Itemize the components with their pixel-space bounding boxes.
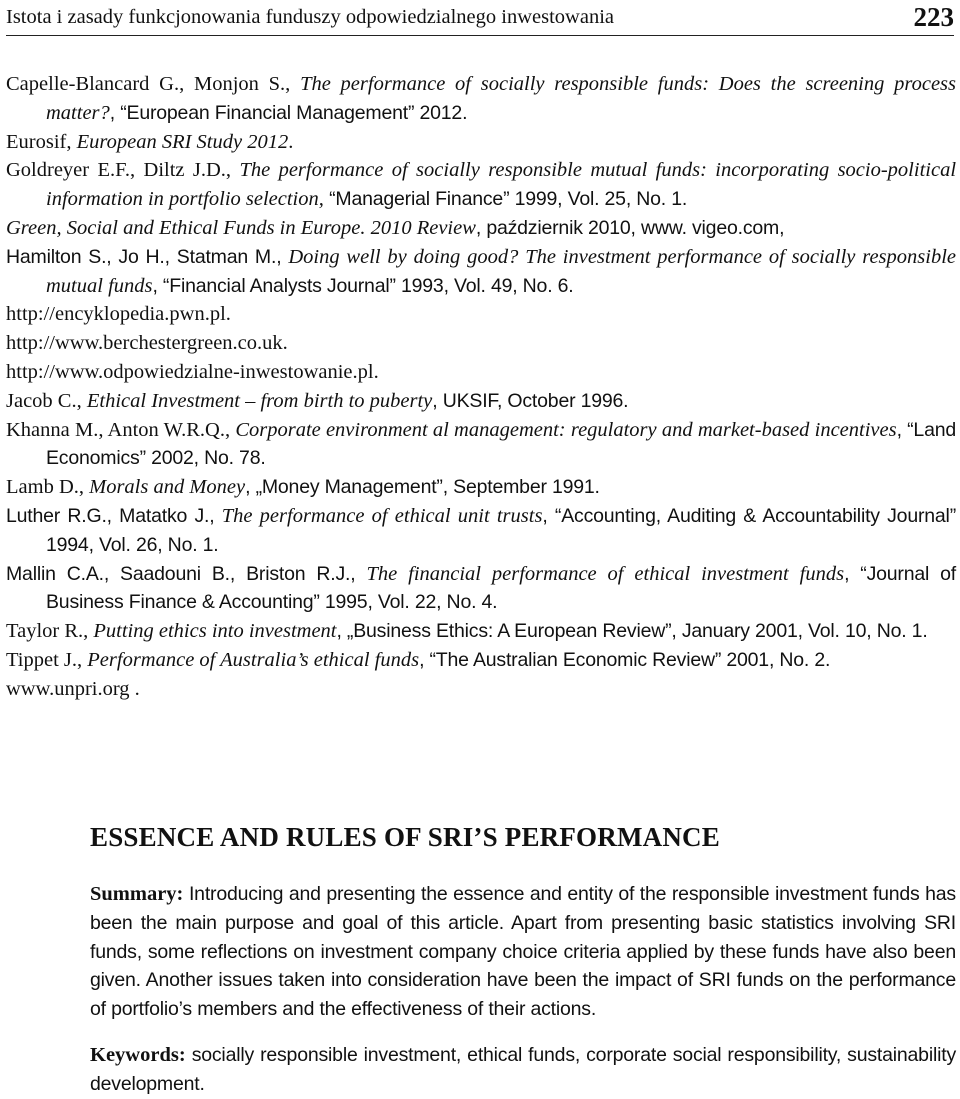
keywords-text: socially responsible investment, ethical funds, corporate social responsibility, sustainability development. bbox=[90, 1044, 956, 1095]
reference-item: Eurosif, European SRI Study 2012. bbox=[6, 130, 294, 153]
reference-item: http://encyklopedia.pwn.pl. bbox=[6, 303, 231, 326]
reference-item: Luther R.G., Matatko J., The performance of ethical unit trusts, “Accounting, Auditing & Accountability Journal” 1994, Vol. 26, No. 1. bbox=[6, 504, 956, 556]
running-header bbox=[6, 2, 954, 38]
reference-item: Hamilton S., Jo H., Statman M., Doing well by doing good? The investment performance of socially responsible mutual funds, “Financial Analysts Journal” 1993, Vol. 49, No. 6. bbox=[6, 245, 956, 297]
reference-item: Taylor R., Putting ethics into investment, „Business Ethics: A European Review”, January 2001, Vol. 10, No. 1. bbox=[6, 620, 928, 643]
keywords-paragraph bbox=[90, 1041, 956, 1099]
header-rule bbox=[6, 35, 954, 36]
reference-item: Goldreyer E.F., Diltz J.D., The performance of socially responsible mutual funds: incorporating socio-political information in portfolio selection, “Managerial Finance” 1999, Vol. 25, No. 1. bbox=[6, 159, 957, 211]
reference-item: Tippet J., Performance of Australia’s ethical funds, “The Australian Economic Review” 2001, No. 2. bbox=[6, 648, 831, 671]
reference-item: Khanna M., Anton W.R.Q., Corporate environment al management: regulatory and market-based incentives, “Land Economics” 2002, No. 78. bbox=[6, 418, 956, 470]
reference-item: Capelle-Blancard G., Monjon S., The performance of socially responsible funds: Does the screening process matter?, “European Financial Management” 2012. bbox=[6, 73, 956, 124]
reference-list bbox=[6, 70, 956, 704]
summary-paragraph bbox=[90, 880, 956, 1024]
reference-item: http://www.berchestergreen.co.uk. bbox=[6, 332, 288, 355]
reference-item: www.unpri.org . bbox=[6, 677, 140, 700]
running-title: Istota i zasady funkcjonowania funduszy odpowiedzialnego inwestowania bbox=[6, 6, 614, 28]
reference-item: Mallin C.A., Saadouni B., Briston R.J., The financial performance of ethical investment funds, “Journal of Business Finance & Accounting” 1995, Vol. 22, No. 4. bbox=[6, 562, 956, 614]
reference-item: Jacob C., Ethical Investment – from birth to puberty, UKSIF, October 1996. bbox=[6, 389, 629, 412]
reference-item: Lamb D., Morals and Money, „Money Management”, September 1991. bbox=[6, 476, 600, 499]
page-number: 223 bbox=[913, 2, 954, 32]
section-title: ESSENCE AND RULES OF SRI’S PERFORMANCE bbox=[90, 822, 720, 852]
reference-item: http://www.odpowiedzialne-inwestowanie.pl. bbox=[6, 360, 379, 383]
summary-text: Introducing and presenting the essence and entity of the responsible investment funds has been the main purpose and goal of this article. Apart from presenting basic statistics involving SRI funds, some reflections on investment company choice criteria applied by these funds have also been given. Another issues taken into consideration have been the impact of SRI funds on the performance of portfolio’s members and the effectiveness of their actions. bbox=[90, 883, 956, 1021]
summary-label: Summary: bbox=[90, 883, 184, 905]
keywords-label: Keywords: bbox=[90, 1044, 186, 1066]
reference-item: Green, Social and Ethical Funds in Europe. 2010 Review, październik 2010, www. vigeo.com, bbox=[6, 216, 785, 239]
